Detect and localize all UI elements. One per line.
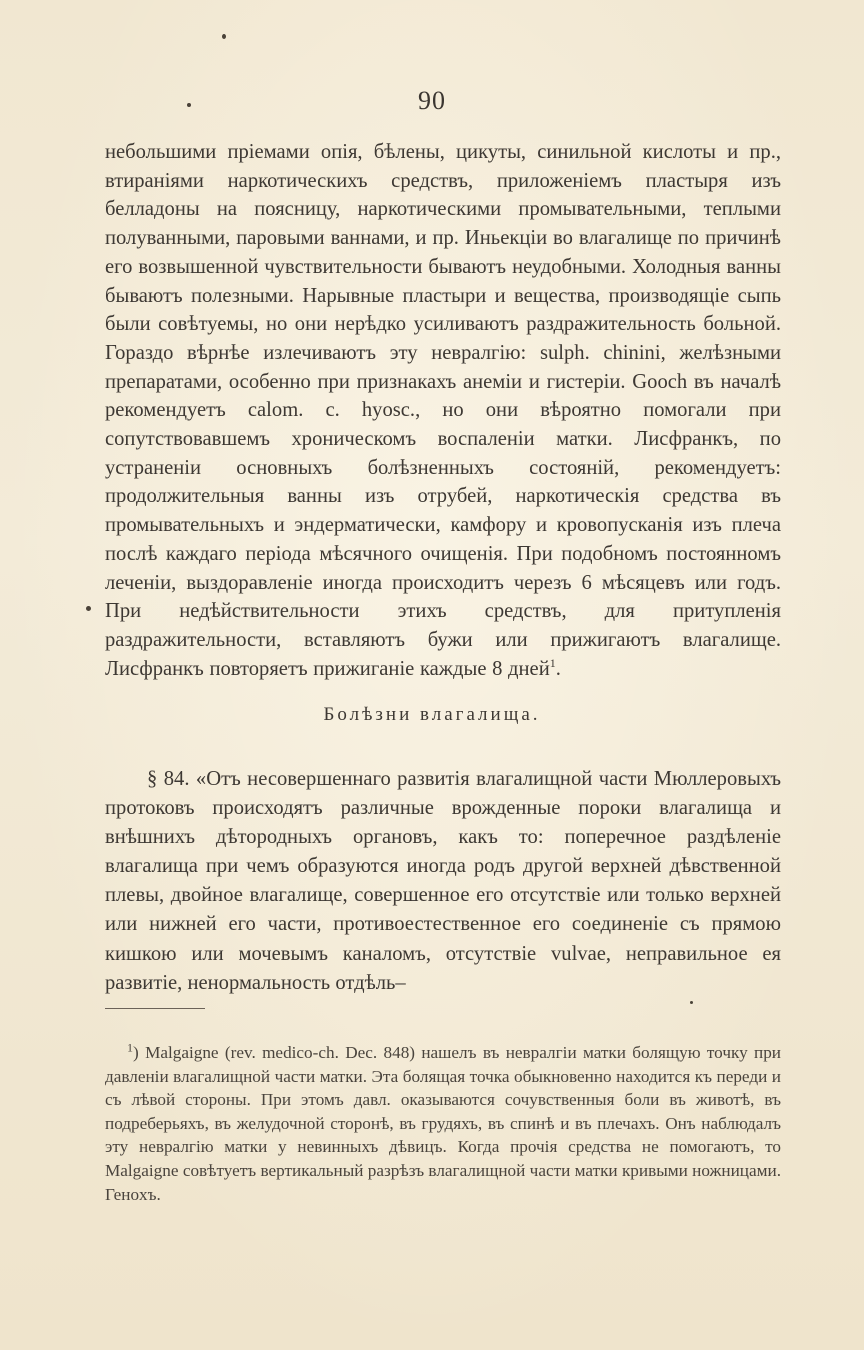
section-heading: Болѣзни влагалища. <box>323 704 541 725</box>
footnote-marker-suffix: ) <box>133 1043 139 1062</box>
footnote-text: Malgaigne (rev. medico-ch. Dec. 848) нашелъ въ невралгіи матки болящую точку при давленіи влагалищной части матки. Эта болящая точка обыкновенно находится къ переди и съ лѣвой стороны. При этомъ давл. оказываются сочувственныя боли въ животѣ, въ подреберьяхъ, въ желудочной сторонѣ, въ грудяхъ, въ спинѣ и въ плечахъ. Онъ наблюдалъ эту невралгію матки у невинныхъ дѣвицъ. Когда прочія средства не помогаютъ, то Malgaigne совѣтуетъ вертикальный разрѣзъ влагалищной части матки кривыми ножницами. Геноxъ. <box>105 1043 781 1204</box>
ink-speck <box>222 34 226 39</box>
footnote-divider <box>105 1008 205 1009</box>
footnote <box>105 1041 781 1206</box>
footnote-marker: 1 <box>127 1040 133 1055</box>
ink-speck <box>690 1001 693 1004</box>
body-paragraph-text: небольшими пріемами опія, бѣлены, цикуты, синильной кислоты и пр., втираніями наркотическихъ средствъ, приложеніемъ пластыря изъ белладоны на поясницу, наркотическими промывательными, теплыми полуванными, паровыми ваннами, и пр. Иньекціи во влагалище по причинѣ его возвышенной чувствительности бываютъ неудобными. Холодныя ванны бываютъ полезными. Нарывные пластыри и вещества, производящіе сыпь были совѣтуемы, но они нерѣдко усиливаютъ раздражительность больной. Гораздо вѣрнѣе излечиваютъ эту невралгію: sulph. chinini, желѣзными препаратами, особенно при признакахъ анеміи и гистеріи. Gooch въ началѣ рекомендуетъ calom. c. hyosc., но они вѣроятно помогали при сопутствовавшемъ хроническомъ воспаленіи матки. Лисфранкъ, по устраненіи основныхъ болѣзненныхъ состояній, рекомендуетъ: продолжительныя ванны изъ отрубей, наркотическія средства въ промывательныхъ и эндерматически, камфору и кровопусканія изъ плеча послѣ каждаго періода мѣсячного очищенія. При подобномъ постоянномъ леченіи, выздоравленіе иногда происходитъ черезъ 6 мѣсяцевъ или годъ. При недѣйствительности этихъ средствъ, для притупленія раздражительности, вставляютъ бужи или прижигаютъ влагалище. Лисфранкъ повторяетъ прижиганіе каждые 8 дней <box>105 141 781 680</box>
page-number: 90 <box>418 86 446 115</box>
footnote-reference: 1 <box>549 655 556 670</box>
ink-speck <box>86 606 91 611</box>
body-paragraph <box>105 138 781 683</box>
body-paragraph-end: . <box>555 657 561 680</box>
section-paragraph-84: § 84. «Отъ несовершеннаго развитія влагалищной части Мюллеровыхъ протоковъ происходятъ различные врожденные пороки влагалища и внѣшнихъ дѣтородныхъ органовъ, какъ то: поперечное раздѣленіе влагалища при чемъ образуются иногда родъ другой верхней дѣвственной плевы, двойное влагалище, совершенное его отсутствіе или только верхней или нижней его части, противоестественное его соединеніе съ прямою кишкою или мочевымъ каналомъ, отсутствіе vulvae, неправильное ея развитіе, ненормальность отдѣль– <box>105 768 781 994</box>
